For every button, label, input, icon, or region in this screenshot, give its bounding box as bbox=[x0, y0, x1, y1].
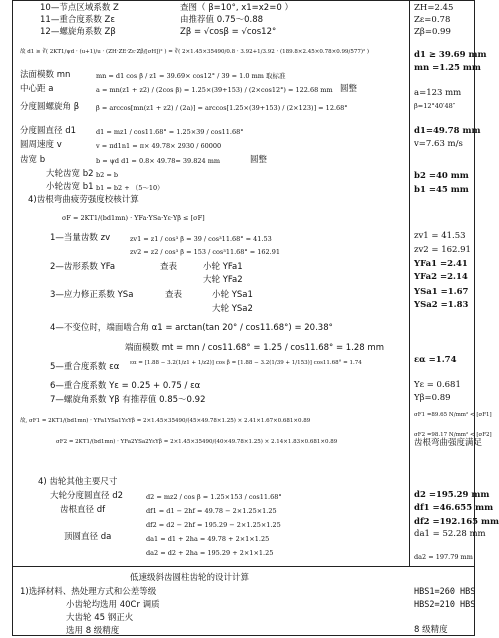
result-value: HBS1=260 HBS bbox=[414, 587, 476, 597]
formula: 故, σF1 = 2KT1/(bd1mn) · YFa1YSa1YεYβ = 2×1.45×35490/(45×49.78×1.25) × 2.41×1.67×0.681×0.89 bbox=[20, 418, 311, 424]
formula: da1 = d1 + 2ha = 49.78 + 2×1×1.25 bbox=[146, 535, 270, 543]
row-label: 顶圆直径 da bbox=[64, 532, 112, 542]
row-formula: Zβ = √cosβ = √cos12° bbox=[180, 27, 277, 37]
formula: zv2 = z2 / cos³ β = 153 / cos³11.68° = 162.91 bbox=[130, 248, 280, 256]
row-label: 小轮齿宽 b1 bbox=[46, 182, 94, 192]
row-label: 选用 8 级精度 bbox=[66, 626, 120, 636]
section-divider bbox=[12, 566, 475, 567]
row-label: 10—节点区域系数 Z bbox=[40, 3, 119, 13]
result-value: 8 级精度 bbox=[414, 625, 448, 635]
formula: εα = [1.88 − 3.2(1/z1 + 1/z2)] cos β = [1.88 − 3.2(1/39 + 1/153)] cos11.68° = 1.74 bbox=[130, 360, 362, 366]
row-label: 11—重合度系数 Zε bbox=[40, 15, 115, 25]
result-value: b1 =45 mm bbox=[414, 185, 469, 195]
row-label: 分度圆直径 d1 bbox=[20, 126, 77, 136]
row-formula: 查图（ β=10°, x1=x2=0 ） bbox=[180, 3, 293, 13]
result-value: Yβ=0.89 bbox=[414, 393, 451, 403]
round-note: 圆整 bbox=[340, 84, 358, 94]
result-value: d2 =195.29 mm bbox=[414, 490, 490, 500]
row-label: 小轮 YSa1 bbox=[212, 290, 253, 300]
result-value: ZH=2.45 bbox=[414, 3, 454, 13]
row-label: 法面模数 mn bbox=[20, 70, 71, 80]
lookup-note: 查表 bbox=[160, 262, 178, 272]
formula: mn = d1 cos β / z1 = 39.69× cos12° / 39 = 1.0 mm 取标准 bbox=[96, 72, 286, 80]
formula: σF = 2KT1/(bd1mn) · YFa·YSa·Yε·Yβ ≤ [σF] bbox=[62, 214, 205, 222]
row-label: 6—重合度系数 Yε = 0.25 + 0.75 / εα bbox=[50, 381, 201, 391]
formula: d1 = mz1 / cos11.68° = 1.25×39 / cos11.68° bbox=[96, 128, 244, 136]
row-formula: 由推荐值 0.75～0.88 bbox=[180, 15, 264, 25]
result-value: zv2 = 162.91 bbox=[414, 245, 471, 255]
row-label: 齿宽 b bbox=[20, 155, 46, 165]
row-label: 小轮 YFa1 bbox=[203, 262, 243, 272]
row-label: 圆周速度 v bbox=[20, 140, 62, 150]
result-value: Zβ=0.99 bbox=[414, 27, 451, 37]
row-label: 分度圆螺旋角 β bbox=[20, 102, 80, 112]
section-title: 4)齿根弯曲疲劳强度校核计算 bbox=[28, 195, 139, 205]
lookup-note: 查表 bbox=[165, 290, 183, 300]
check-note: 齿根弯曲强度满足 bbox=[414, 438, 483, 448]
result-value: df1 =46.655 mm bbox=[414, 503, 494, 513]
result-value: da1 = 52.28 mm bbox=[414, 529, 486, 539]
result-value: YFa2 =2.14 bbox=[414, 272, 468, 282]
row-label: 大轮 YFa2 bbox=[203, 275, 243, 285]
row-label: 小齿轮均选用 40Cr 调质 bbox=[66, 600, 160, 610]
result-value: b2 =40 mm bbox=[414, 171, 469, 181]
section-title: 4) 齿轮其他主要尺寸 bbox=[38, 477, 118, 487]
column-divider bbox=[409, 0, 410, 566]
result-value: σF1 =89.65 N/mm² < [σF1] bbox=[414, 412, 492, 418]
formula: df2 = d2 − 2hf = 195.29 − 2×1.25×1.25 bbox=[146, 521, 281, 529]
result-value: d1 ≥ 39.69 mm bbox=[414, 50, 487, 60]
result-value: Yε = 0.681 bbox=[414, 380, 461, 390]
formula: b2 = b bbox=[96, 171, 119, 179]
result-value: mn =1.25 mm bbox=[414, 63, 481, 73]
formula: 故 d1 ≥ ∛( 2KT1/ψd · (u+1)/u · (ZH·ZE·Zε·Zβ/[σH])² ) = ∛( 2×1.45×35490/0.8 · 3.92+1/3.92 · (189.8×2.45×0.78×0.99/577)² ) bbox=[20, 49, 370, 55]
row-label: 中心距 a bbox=[20, 84, 54, 94]
result-value: β=12°40′48″ bbox=[414, 102, 456, 110]
row-label: 1—当量齿数 zv bbox=[50, 233, 111, 243]
result-value: df2 =192.165 mm bbox=[414, 517, 499, 527]
formula: σF2 = 2KT1/(bd1mn) · YFa2YSa2YεYβ = 2×1.45×35490/(40×49.78×1.25) × 2.14×1.83×0.681×0.89 bbox=[56, 439, 338, 445]
row-label: 大齿轮 45 钢正火 bbox=[66, 613, 134, 623]
result-value: HBS2=210 HBS bbox=[414, 600, 476, 610]
formula: df1 = d1 − 2hf = 49.78 − 2×1.25×1.25 bbox=[146, 507, 277, 515]
row-label: 3—应力修正系数 YSa bbox=[50, 290, 134, 300]
result-value: Zε=0.78 bbox=[414, 15, 451, 25]
formula: b = ψd d1 = 0.8× 49.78= 39.824 mm bbox=[96, 157, 221, 165]
formula: b1 = b2 + （5～10） bbox=[96, 184, 164, 192]
row-text: 4—不变位时，端面啮合角 α1 = arctan(tan 20° / cos11.68°) = 20.38° bbox=[50, 323, 333, 333]
result-value: a=123 mm bbox=[414, 88, 462, 98]
row-label: 7—螺旋角系数 Yβ 有推荐值 0.85～0.92 bbox=[50, 395, 206, 405]
row-label: 大轮分度圆直径 d2 bbox=[50, 491, 124, 501]
result-value: YSa1 =1.67 bbox=[414, 287, 469, 297]
round-note: 圆整 bbox=[250, 155, 268, 165]
row-label: 大轮 YSa2 bbox=[212, 304, 253, 314]
formula: a = mn(z1 + z2) / (2cos β) = 1.25×(39+153) / (2×cos12°) = 122.68 mm bbox=[96, 86, 333, 94]
formula: v = πd1n1 = π× 49.78× 2930 / 60000 bbox=[96, 142, 222, 150]
formula: d2 = mz2 / cos β = 1.25×153 / cos11.68° bbox=[146, 493, 282, 501]
section-title: 低速级斜齿圆柱齿轮的设计计算 bbox=[130, 573, 250, 583]
result-value: σF2 =98.17 N/mm² < [σF2] bbox=[414, 432, 492, 438]
result-value: YFa1 =2.41 bbox=[414, 259, 468, 269]
result-value: YSa2 =1.83 bbox=[414, 300, 469, 310]
formula: β = arccos[mn(z1 + z2) / (2a)] = arccos[1.25×(39+153) / (2×123)] = 12.68° bbox=[96, 104, 348, 112]
result-value: zv1 = 41.53 bbox=[414, 231, 466, 241]
row-label: 1)选择材料、热处理方式和公差等级 bbox=[20, 587, 157, 597]
row-text: 端面模数 mt = mn / cos11.68° = 1.25 / cos11.68° = 1.28 mm bbox=[125, 343, 384, 353]
row-label: 5—重合度系数 εα bbox=[50, 362, 120, 372]
row-label: 2—齿形系数 YFa bbox=[50, 262, 116, 272]
formula: zv1 = z1 / cos³ β = 39 / cos³11.68° = 41.53 bbox=[130, 235, 272, 243]
result-value: d1=49.78 mm bbox=[414, 126, 481, 136]
row-label: 大轮齿宽 b2 bbox=[46, 169, 94, 179]
formula: da2 = d2 + 2ha = 195.29 + 2×1×1.25 bbox=[146, 549, 274, 557]
result-value: da2 = 197.79 mm bbox=[414, 553, 473, 561]
result-value: εα =1.74 bbox=[414, 355, 457, 365]
row-label: 齿根直径 df bbox=[60, 505, 106, 515]
row-label: 12—螺旋角系数 Zβ bbox=[40, 27, 116, 37]
result-value: v=7.63 m/s bbox=[414, 139, 463, 149]
